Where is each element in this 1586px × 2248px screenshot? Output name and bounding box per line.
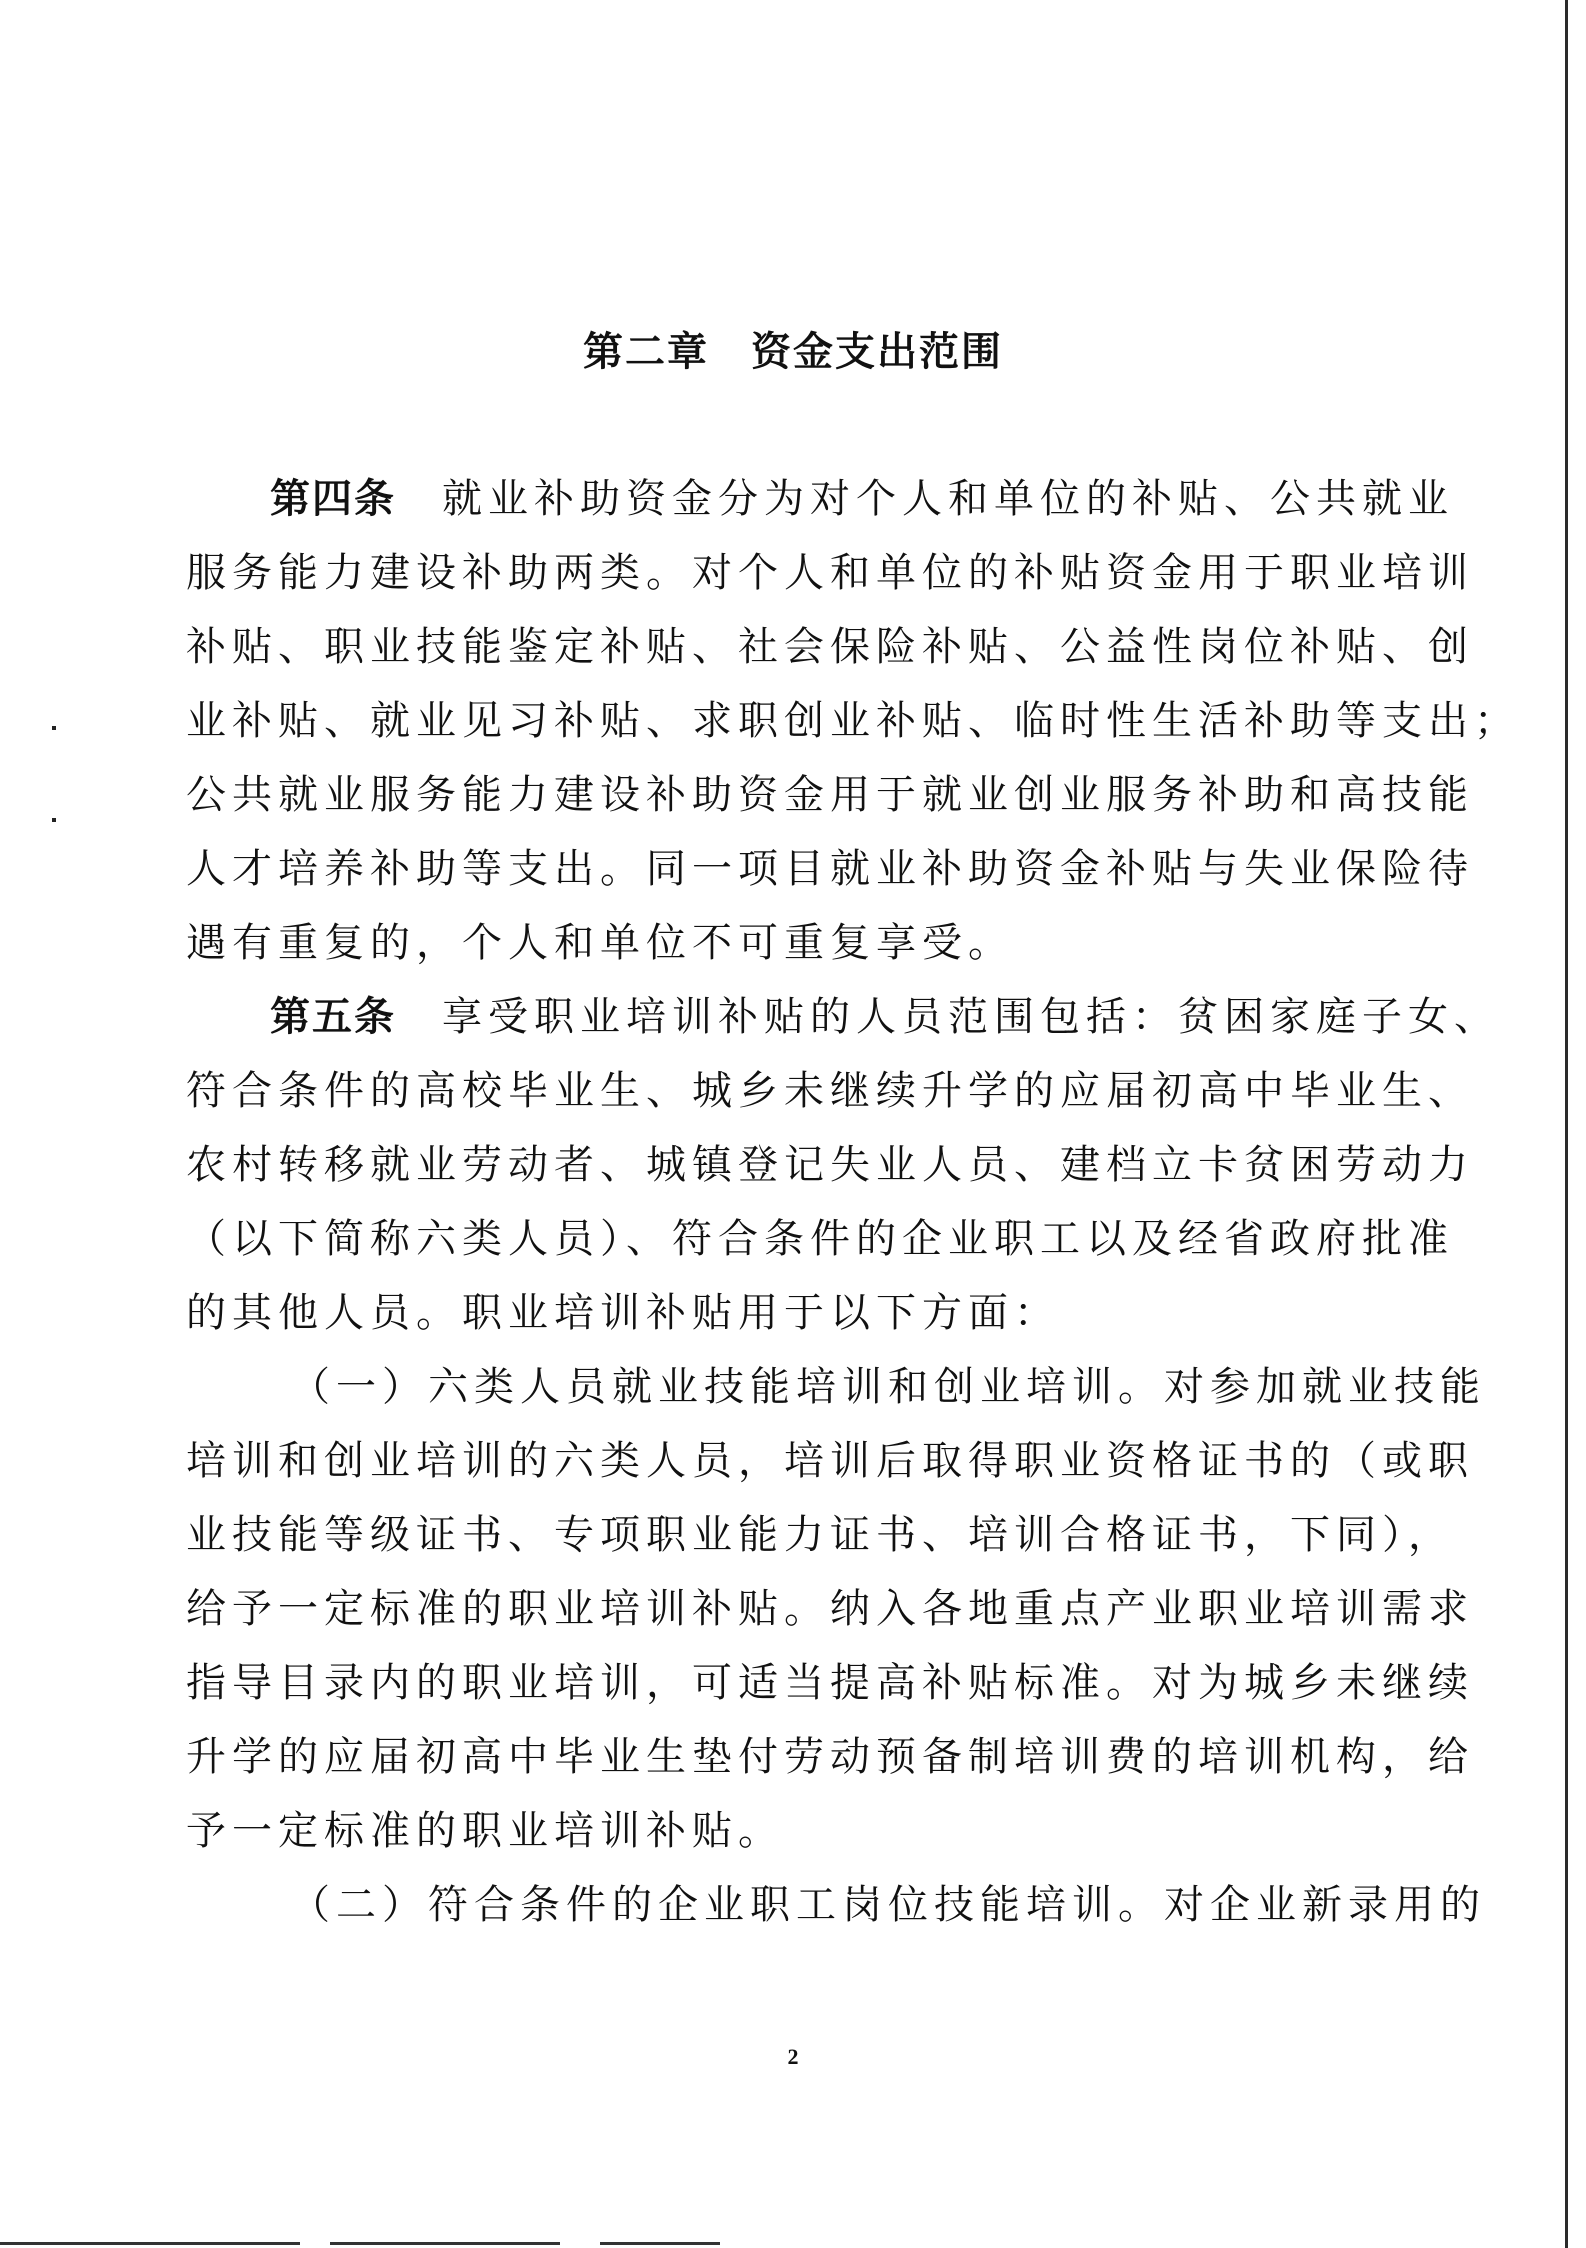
scan-bottom-artifact bbox=[0, 2238, 1586, 2248]
text-line: （二）符合条件的企业职工岗位技能培训。对企业新录用的 bbox=[290, 1882, 1486, 1928]
text-line: 培训和创业培训的六类人员，培训后取得职业资格证书的（或职 bbox=[186, 1438, 1474, 1484]
text-line: 指导目录内的职业培训，可适当提高补贴标准。对为城乡未继续 bbox=[186, 1660, 1474, 1706]
margin-mark bbox=[52, 818, 56, 822]
text-line: 享受职业培训补贴的人员范围包括：贫困家庭子女、 bbox=[442, 994, 1500, 1040]
text-line: 农村转移就业劳动者、城镇登记失业人员、建档立卡贫困劳动力 bbox=[186, 1142, 1474, 1188]
text-line: 业补贴、就业见习补贴、求职创业补贴、临时性生活补助等支出； bbox=[186, 698, 1520, 744]
text-line: 公共就业服务能力建设补助资金用于就业创业服务补助和高技能 bbox=[186, 772, 1474, 818]
article-4-label: 第四条 bbox=[270, 476, 396, 522]
chapter-title: 第二章 资金支出范围 bbox=[583, 329, 1003, 375]
text-line: 补贴、职业技能鉴定补贴、社会保险补贴、公益性岗位补贴、创 bbox=[186, 624, 1474, 670]
article-5-label: 第五条 bbox=[270, 994, 396, 1040]
text-line: 业技能等级证书、专项职业能力证书、培训合格证书，下同）， bbox=[186, 1512, 1454, 1558]
page-number: 2 bbox=[787, 2044, 799, 2069]
article-5-first-line bbox=[186, 980, 1500, 1054]
text-line: 人才培养补助等支出。同一项目就业补助资金补贴与失业保险待 bbox=[186, 846, 1474, 892]
text-line: 给予一定标准的职业培训补贴。纳入各地重点产业职业培训需求 bbox=[186, 1586, 1474, 1632]
text-line: 符合条件的高校毕业生、城乡未继续升学的应届初高中毕业生、 bbox=[186, 1068, 1474, 1114]
text-line: （一）六类人员就业技能培训和创业培训。对参加就业技能 bbox=[290, 1364, 1486, 1410]
text-line: 服务能力建设补助两类。对个人和单位的补贴资金用于职业培训 bbox=[186, 550, 1474, 596]
text-line: （以下简称六类人员）、符合条件的企业职工以及经省政府批准 bbox=[186, 1216, 1454, 1262]
text-line: 升学的应届初高中毕业生垫付劳动预备制培训费的培训机构，给 bbox=[186, 1734, 1474, 1780]
article-4-first-line bbox=[186, 462, 1454, 536]
text-line: 予一定标准的职业培训补贴。 bbox=[186, 1808, 784, 1854]
margin-mark bbox=[52, 726, 56, 730]
text-line: 的其他人员。职业培训补贴用于以下方面： bbox=[186, 1290, 1060, 1336]
text-line: 遇有重复的，个人和单位不可重复享受。 bbox=[186, 920, 1014, 966]
document-body bbox=[186, 462, 1520, 1942]
text-line: 就业补助资金分为对个人和单位的补贴、公共就业 bbox=[442, 476, 1454, 522]
